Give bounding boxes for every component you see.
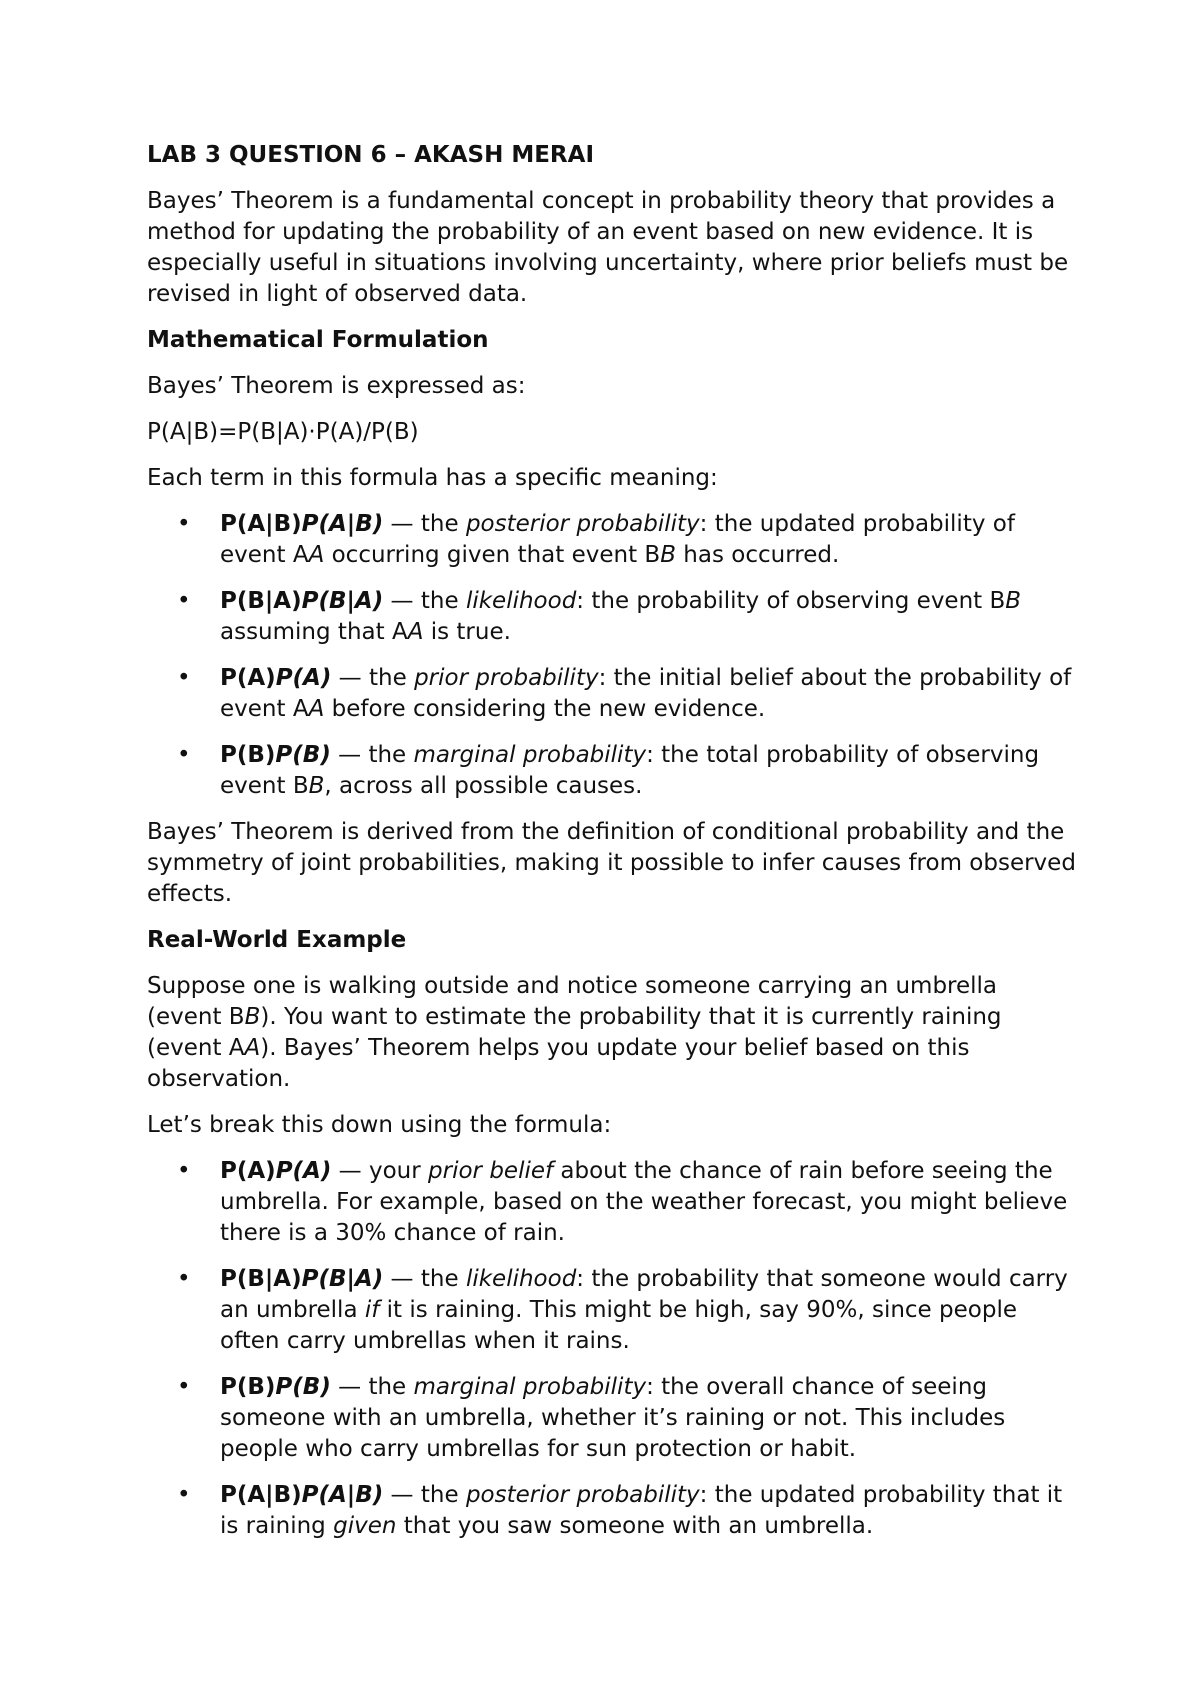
- bullet-icon: •: [177, 588, 191, 614]
- example-heading: Real-World Example: [147, 927, 407, 953]
- terms-intro: Each term in this formula has a specific meaning:: [147, 465, 718, 491]
- bullet-icon: •: [177, 1374, 191, 1400]
- bullet-icon: •: [177, 1158, 191, 1184]
- list-item: • P(B|A)P(B|A) — the likelihood: the probability that someone would carry an umbrella if it is raining. This might be high, say 90%, since people often carry umbrellas when it rains.: [177, 1266, 1068, 1354]
- example-list: [147, 1156, 1077, 1542]
- list-item: • P(A)P(A) — the prior probability: the initial belief about the probability of event AA before considering the new evidence.: [177, 665, 1072, 722]
- document-body: [147, 140, 1077, 1557]
- list-item: • P(A|B)P(A|B) — the posterior probability: the updated probability of event AA occurring given that event BB has occurred.: [177, 511, 1015, 568]
- bullet-icon: •: [177, 742, 191, 768]
- formula-text: P(A|B)=P(B|A)·P(A)/P(B): [147, 419, 419, 445]
- math-heading: Mathematical Formulation: [147, 327, 489, 353]
- list-item: • P(B)P(B) — the marginal probability: the overall chance of seeing someone with an umbrella, whether it’s raining or not. This includes people who carry umbrellas for sun protection or habit.: [177, 1374, 1006, 1462]
- list-item: • P(B)P(B) — the marginal probability: the total probability of observing event BB, across all possible causes.: [177, 742, 1040, 799]
- breakdown-text: Let’s break this down using the formula:: [147, 1112, 612, 1138]
- list-item: • P(A|B)P(A|B) — the posterior probability: the updated probability that it is raining given that you saw someone with an umbrella.: [177, 1482, 1063, 1539]
- bullet-icon: •: [177, 1482, 191, 1508]
- expressed-text: Bayes’ Theorem is expressed as:: [147, 373, 526, 399]
- derived-paragraph: Bayes’ Theorem is derived from the definition of conditional probability and the symmetry of joint probabilities, making it possible to infer causes from observed effects.: [147, 819, 1076, 907]
- document-title: LAB 3 QUESTION 6 – AKASH MERAI: [147, 142, 594, 168]
- list-item: • P(B|A)P(B|A) — the likelihood: the probability of observing event BB assuming that AA is true.: [177, 588, 1022, 645]
- intro-paragraph: Bayes’ Theorem is a fundamental concept in probability theory that provides a method for updating the probability of an event based on new evidence. It is especially useful in situations involving uncertainty, where prior beliefs must be revised in light of observed data.: [147, 188, 1069, 307]
- bullet-icon: •: [177, 1266, 191, 1292]
- terms-list: [147, 509, 1077, 802]
- list-item: • P(A)P(A) — your prior belief about the chance of rain before seeing the umbrella. For example, based on the weather forecast, you might believe there is a 30% chance of rain.: [177, 1158, 1068, 1246]
- example-paragraph: Suppose one is walking outside and notice someone carrying an umbrella (event BB). You want to estimate the probability that it is currently raining (event AA). Bayes’ Theorem helps you update your belief based on this observation.: [147, 973, 1002, 1092]
- bullet-icon: •: [177, 665, 191, 691]
- bullet-icon: •: [177, 511, 191, 537]
